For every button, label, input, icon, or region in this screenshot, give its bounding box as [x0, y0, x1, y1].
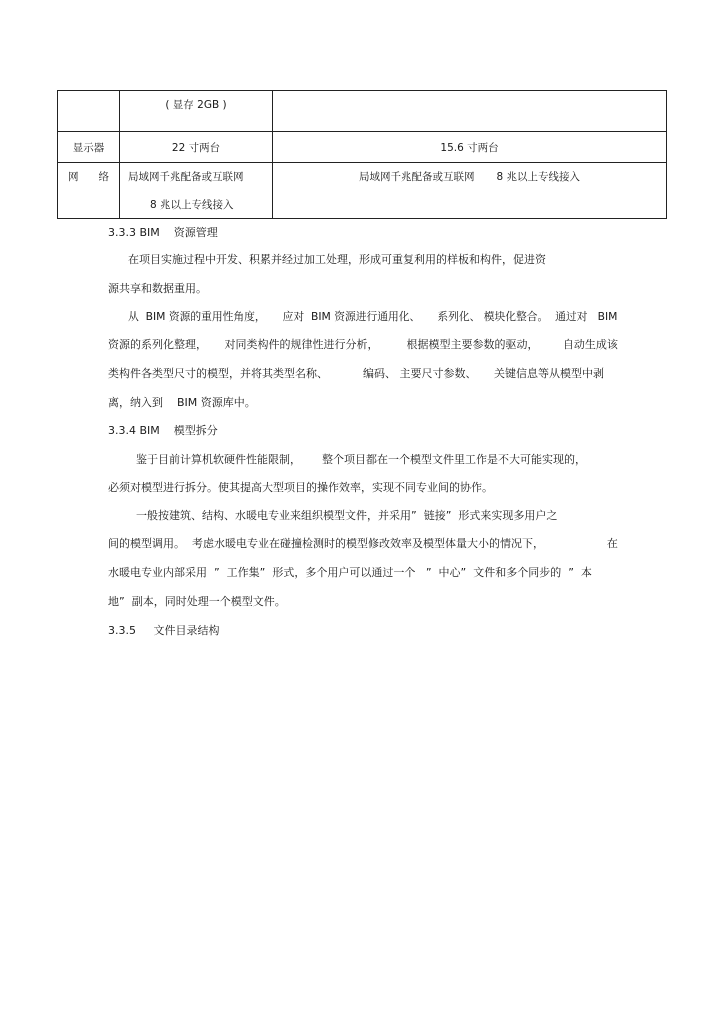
paragraph-line: 间的模型调用。 考虑水暖电专业在碰撞检测时的模型修改效率及模型体量大小的情况下， 在 — [108, 537, 618, 550]
network-label-char-2: 络 — [98, 171, 109, 183]
table-cell — [120, 91, 273, 132]
table-row — [58, 163, 667, 219]
paragraph-line: 源共享和数据重用。 — [108, 282, 207, 295]
table-row — [58, 91, 667, 132]
table-cell — [273, 91, 667, 132]
section-heading-3-3-4: 3.3.4 BIM 模型拆分 — [108, 424, 218, 437]
network-value-1-line2: 8 兆以上专线接入 — [150, 199, 234, 211]
vram-text: ( 显存 2GB ) — [165, 98, 227, 111]
table-row — [58, 132, 667, 163]
section-heading-3-3-5: 3.3.5 文件目录结构 — [108, 624, 220, 637]
network-label-char-1: 网 — [68, 171, 79, 183]
monitor-label: 显示器 — [58, 132, 120, 163]
paragraph-line: 鉴于目前计算机软硬件性能限制， 整个项目都在一个模型文件里工作是不大可能实现的， — [136, 453, 586, 466]
section-heading-3-3-3: 3.3.3 BIM 资源管理 — [108, 226, 218, 239]
network-value-2 — [273, 163, 667, 219]
network-value-1-line1: 局域网千兆配备或互联网 — [128, 171, 244, 183]
paragraph-line: 类构件各类型尺寸的模型，并将其类型名称、 编码、 主要尺寸参数、 关键信息等从模型中剥 — [108, 367, 604, 380]
monitor-value-1: 22 寸两台 — [120, 132, 273, 163]
hardware-spec-table — [57, 90, 667, 219]
paragraph-line: 从 BIM 资源的重用性角度， 应对 BIM 资源进行通用化、 系列化、 模块化整合。 通过对 BIM — [128, 310, 618, 323]
paragraph-line: 离，纳入到 BIM 资源库中。 — [108, 396, 256, 409]
paragraph-line: 地” 副本，同时处理一个模型文件。 — [108, 595, 286, 608]
paragraph-line: 在项目实施过程中开发、积累并经过加工处理，形成可重复利用的样板和构件，促进资 — [128, 253, 546, 266]
table-cell — [58, 91, 120, 132]
monitor-value-2: 15.6 寸两台 — [273, 132, 667, 163]
paragraph-line: 水暖电专业内部采用 ” 工作集” 形式，多个用户可以通过一个 ” 中心” 文件和多个同步的 ” 本 — [108, 566, 592, 579]
network-value-2-part2: 8 兆以上专线接入 — [496, 171, 581, 183]
paragraph-line: 资源的系列化整理， 对同类构件的规律性进行分析， 根据模型主要参数的驱动， 自动生成该 — [108, 338, 618, 351]
paragraph-line: 一般按建筑、结构、水暖电专业来组织模型文件，并采用” 链接” 形式来实现多用户之 — [136, 509, 558, 522]
network-value-1 — [120, 163, 273, 219]
network-value-2-part1: 局域网千兆配备或互联网 — [358, 171, 475, 183]
paragraph-line: 必须对模型进行拆分。使其提高大型项目的操作效率，实现不同专业间的协作。 — [108, 481, 493, 494]
network-label-cell — [58, 163, 120, 219]
